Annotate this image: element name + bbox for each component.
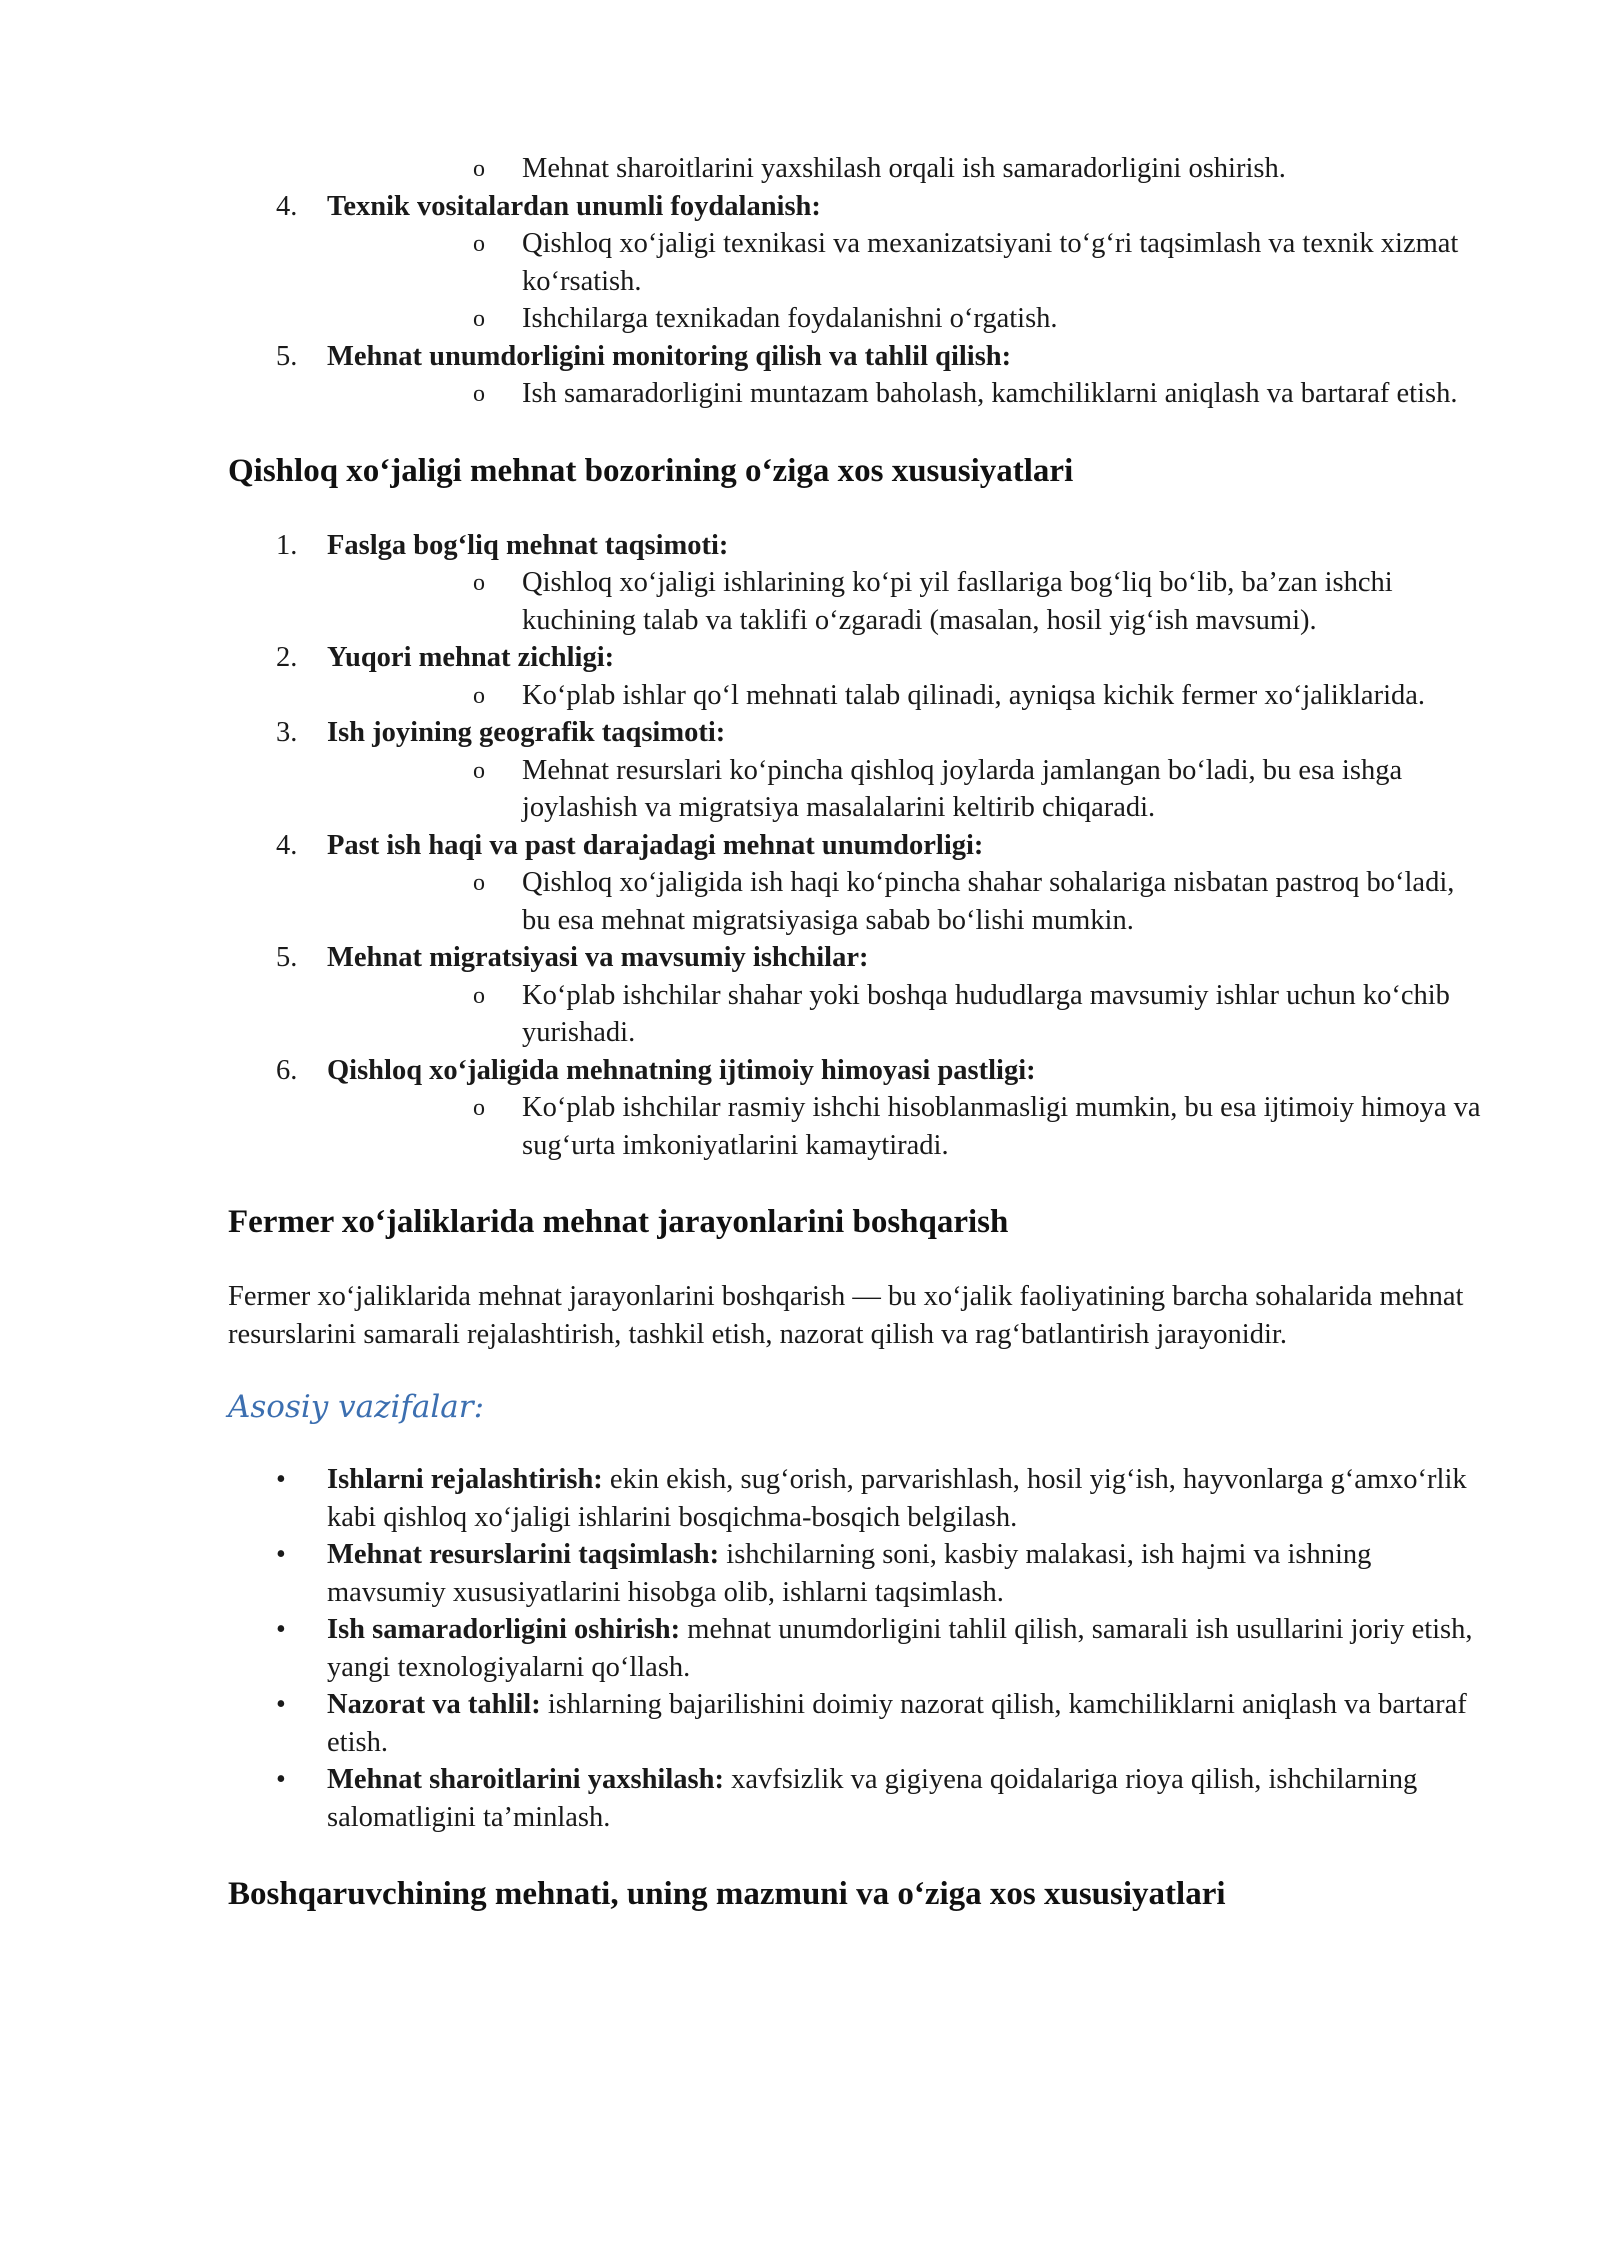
- sub-list-item: [327, 150, 1488, 188]
- hollow-bullet-icon: o: [473, 570, 485, 596]
- sub-list-item: [327, 752, 1488, 827]
- sub-item-text: Ko‘plab ishchilar rasmiy ishchi hisoblanmasligi mumkin, bu esa ijtimoiy himoya va sug‘urta imkoniyatlarini kamaytiradi.: [522, 1092, 1481, 1161]
- sub-list-item: [327, 300, 1488, 338]
- list-item-title: Ish joyining geografik taqsimoti:: [327, 717, 726, 748]
- list-item: [228, 827, 1488, 940]
- list-item: [228, 639, 1488, 714]
- sub-list-item: [327, 1089, 1488, 1164]
- list-item: [228, 150, 1488, 188]
- bullet-dot-icon: •: [276, 1539, 286, 1570]
- sub-list-item: [327, 564, 1488, 639]
- sub-list: [327, 1089, 1488, 1164]
- bullet-text: ishlarning bajarilishini doimiy nazorat qilish, kamchiliklarni aniqlash va bartaraf etish.: [327, 1689, 1467, 1758]
- hollow-bullet-icon: o: [473, 1095, 485, 1121]
- sub-list-item: [327, 375, 1488, 413]
- section-paragraph: Fermer xo‘jaliklarida mehnat jarayonlarini boshqarish — bu xo‘jalik faoliyatining barcha sohalarida mehnat resurslarini samarali rejalashtirish, tashkil etish, nazorat qilish va rag‘batlantirish jarayonidir.: [228, 1281, 1464, 1350]
- list-item: [228, 714, 1488, 827]
- list-number: 1.: [276, 529, 298, 561]
- bullet-dot-icon: •: [276, 1689, 286, 1720]
- section-heading: Boshqaruvchining mehnati, uning mazmuni va o‘ziga xos xususiyatlari: [228, 1876, 1226, 1912]
- sub-item-text: Ishchilarga texnikadan foydalanishni o‘rgatish.: [522, 303, 1058, 334]
- task-bullet-list: [228, 1461, 1488, 1836]
- sub-item-text: Mehnat sharoitlarini yaxshilash orqali ish samaradorligini oshirish.: [522, 153, 1286, 184]
- hollow-bullet-icon: o: [473, 306, 485, 332]
- list-item-title: Mehnat unumdorligini monitoring qilish va tahlil qilish:: [327, 340, 1012, 372]
- document-content: [228, 150, 1488, 1914]
- list-number: 6.: [276, 1054, 298, 1086]
- bullet-item: [228, 1536, 1488, 1611]
- bullet-text: ishchilarning soni, kasbiy malakasi, ish hajmi va ishning mavsumiy xususiyatlarini hisobga olib, ishlarni taqsimlash.: [327, 1539, 1372, 1608]
- list-item-title: Texnik vositalardan unumli foydalanish:: [327, 190, 821, 222]
- subheading: Asosiy vazifalar:: [228, 1389, 485, 1425]
- list-item-title: Past ish haqi va past darajadagi mehnat unumdorligi:: [327, 829, 984, 861]
- sub-list: [327, 677, 1488, 715]
- list-item: [228, 1052, 1488, 1165]
- list-item: [228, 939, 1488, 1052]
- list-number: 2.: [276, 642, 298, 673]
- sub-list: [327, 564, 1488, 639]
- bullet-dot-icon: •: [276, 1764, 286, 1795]
- bullet-item: [228, 1686, 1488, 1761]
- list-item: [228, 188, 1488, 338]
- section1-list: [228, 527, 1488, 1165]
- sub-list-item: [327, 225, 1488, 300]
- list-item-title: Faslga bog‘liq mehnat taqsimoti:: [327, 529, 729, 561]
- hollow-bullet-icon: o: [473, 381, 485, 407]
- list-item: [228, 527, 1488, 640]
- sub-list: [327, 752, 1488, 827]
- hollow-bullet-icon: o: [473, 682, 485, 709]
- hollow-bullet-icon: o: [473, 231, 485, 257]
- list-item-title: Qishloq xo‘jaligida mehnatning ijtimoiy himoyasi pastligi:: [327, 1054, 1036, 1086]
- bullet-label: Mehnat sharoitlarini yaxshilash:: [327, 1764, 724, 1795]
- sub-list-item: [327, 864, 1488, 939]
- bullet-label: Ishlarni rejalashtirish:: [327, 1464, 603, 1495]
- sub-item-text: Mehnat resurslari ko‘pincha qishloq joylarda jamlangan bo‘ladi, bu esa ishga joylashish va migratsiya masalalarini keltirib chiqaradi.: [522, 754, 1403, 823]
- sub-item-text: Ko‘plab ishchilar shahar yoki boshqa hududlarga mavsumiy ishlar uchun ko‘chib yurishadi.: [522, 979, 1450, 1048]
- list-item: [228, 338, 1488, 413]
- bullet-dot-icon: •: [276, 1464, 286, 1495]
- sub-list: [327, 977, 1488, 1052]
- bullet-dot-icon: •: [276, 1614, 286, 1645]
- list-number: 5.: [276, 340, 298, 372]
- sub-list: [327, 150, 1488, 188]
- bullet-text: ekin ekish, sug‘orish, parvarishlash, hosil yig‘ish, hayvonlarga g‘amxo‘rlik kabi qishloq xo‘jaligi ishlarini bosqichma-bosqich belgilash.: [327, 1464, 1467, 1533]
- sub-list: [327, 225, 1488, 338]
- bullet-item: [228, 1611, 1488, 1686]
- hollow-bullet-icon: o: [473, 870, 485, 896]
- list-number: 4.: [276, 190, 298, 222]
- list-item-title: Mehnat migratsiyasi va mavsumiy ishchilar:: [327, 942, 869, 973]
- bullet-text: mehnat unumdorligini tahlil qilish, samarali ish usullarini joriy etish, yangi texnologiyalarni qo‘llash.: [327, 1614, 1473, 1683]
- sub-list: [327, 375, 1488, 413]
- sub-item-text: Qishloq xo‘jaligi texnikasi va mexanizatsiyani to‘g‘ri taqsimlash va texnik xizmat ko‘rsatish.: [522, 228, 1459, 297]
- list-number: 4.: [276, 829, 298, 861]
- hollow-bullet-icon: o: [473, 757, 485, 784]
- sub-list-item: [327, 677, 1488, 715]
- hollow-bullet-icon: o: [473, 156, 485, 182]
- list-number: 3.: [276, 717, 298, 748]
- bullet-label: Nazorat va tahlil:: [327, 1689, 541, 1720]
- bullet-item: [228, 1761, 1488, 1836]
- list-item-title: Yuqori mehnat zichligi:: [327, 642, 615, 673]
- sub-list: [327, 864, 1488, 939]
- bullet-text: xavfsizlik va gigiyena qoidalariga rioya qilish, ishchilarning salomatligini ta’minlash.: [327, 1764, 1418, 1833]
- sub-item-text: Ko‘plab ishlar qo‘l mehnati talab qilinadi, ayniqsa kichik fermer xo‘jaliklarida.: [522, 679, 1426, 711]
- bullet-label: Ish samaradorligini oshirish:: [327, 1614, 681, 1645]
- sub-item-text: Qishloq xo‘jaligi ishlarining ko‘pi yil fasllariga bog‘liq bo‘lib, ba’zan ishchi kuchining talab va taklifi o‘zgaradi (masalan, hosil yig‘ish mavsumi).: [522, 567, 1393, 636]
- section-heading: Fermer xo‘jaliklarida mehnat jarayonlarini boshqarish: [228, 1204, 1009, 1240]
- bullet-item: [228, 1461, 1488, 1536]
- sub-list-item: [327, 977, 1488, 1052]
- sub-item-text: Ish samaradorligini muntazam baholash, kamchiliklarni aniqlash va bartaraf etish.: [522, 378, 1458, 409]
- bullet-label: Mehnat resurslarini taqsimlash:: [327, 1539, 720, 1570]
- section-heading: Qishloq xo‘jaligi mehnat bozorining o‘ziga xos xususiyatlari: [228, 452, 1074, 489]
- sub-item-text: Qishloq xo‘jaligida ish haqi ko‘pincha shahar sohalariga nisbatan pastroq bo‘ladi, bu esa mehnat migratsiyasiga sabab bo‘lishi mumkin.: [522, 867, 1455, 936]
- list-number: 5.: [276, 942, 298, 973]
- top-list: [228, 150, 1488, 413]
- hollow-bullet-icon: o: [473, 982, 485, 1009]
